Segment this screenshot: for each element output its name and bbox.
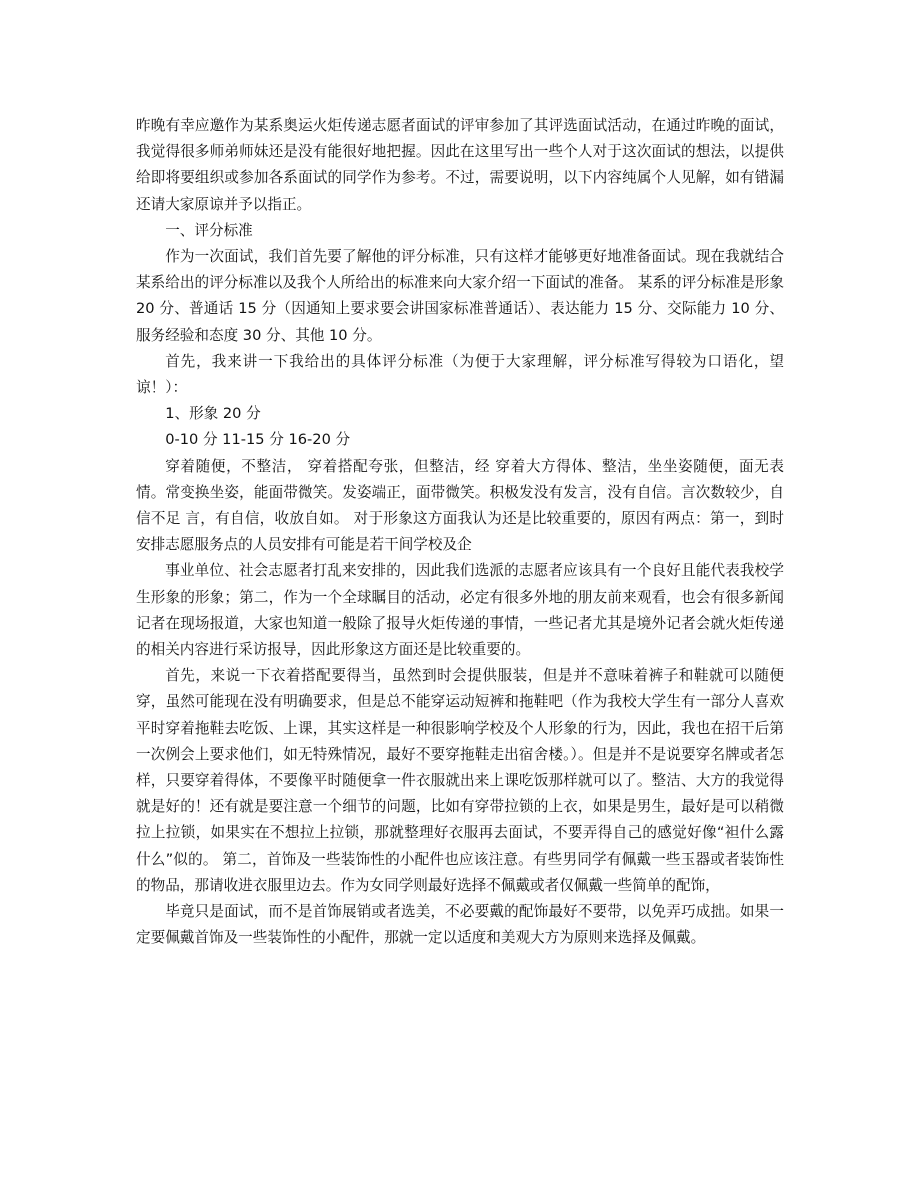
document-body (136, 113, 784, 952)
appearance-reason-paragraph: 事业单位、社会志愿者打乱来安排的，因此我们选派的志愿者应该具有一个良好且能代表我校学生形象的形象；第二，作为一个全球瞩目的活动，必定有很多外地的朋友前来观看，也会有很多新闻记者在现场报道，大家也知道一般除了报导火炬传递的事情，一些记者尤其是境外记者会就火炬传递的相关内容进行采访报导，因此形象这方面还是比较重要的。 (136, 562, 784, 659)
subheading-appearance: 1、形象 20 分 (165, 405, 261, 423)
intro-paragraph: 昨晚有幸应邀作为某系奥运火炬传递志愿者面试的评审参加了其评选面试活动，在通过昨晚的面试，我觉得很多师弟师妹还是没有能很好地把握。因此在这里写出一些个人对于这次面试的想法，以提供给即将要组织或参加各系面试的同学作为参考。不过，需要说明，以下内容纯属个人见解，如有错漏还请大家原谅并予以指正。 (136, 117, 784, 213)
appearance-criteria-paragraph: 穿着随便，不整洁， 穿着搭配夸张，但整洁，经 穿着大方得体、整洁，坐坐姿随便，面无表情。常变换坐姿，能面带微笑。发姿端正，面带微笑。积极发没有发言，没有自信。言次数较少，自信不足 言，有自信，收放自如。 对于形象这方面我认为还是比较重要的，原因有两点：第一，到时安排志愿服务点的人员安排有可能是若干间学校及企 (136, 457, 784, 554)
clothing-paragraph: 首先，来说一下衣着搭配要得当，虽然到时会提供服装，但是并不意味着裤子和鞋就可以随便穿，虽然可能现在没有明确要求，但是总不能穿运动短裤和拖鞋吧（作为我校大学生有一部分人喜欢平时穿着拖鞋去吃饭、上课，其实这样是一种很影响学校及个人形象的行为，因此，我也在招干后第一次例会上要求他们，如无特殊情况，最好不要穿拖鞋走出宿舍楼。）。但是并不是说要穿名牌或者怎样，只要穿着得体，不要像平时随便拿一件衣服就出来上课吃饭那样就可以了。整洁、大方的我觉得就是好的！还有就是要注意一个细节的问题，比如有穿带拉锁的上衣，如果是男生，最好是可以稍微拉上拉锁，如果实在不想拉上拉锁，那就整理好衣服再去面试，不要弄得自己的感觉好像“袒什么露什么”似的。 第二，首饰及一些装饰性的小配件也应该注意。有些男同学有佩戴一些玉器或者装饰性的物品，那请收进衣服里边去。作为女同学则最好选择不佩戴或者仅佩戴一些简单的配饰， (136, 667, 784, 894)
accessories-paragraph: 毕竟只是面试，而不是首饰展销或者选美，不必要戴的配饰最好不要带，以免弄巧成拙。如果一定要佩戴首饰及一些装饰性的小配件，那就一定以适度和美观大方为原则来选择及佩戴。 (136, 903, 784, 947)
detailed-standard-intro: 首先，我来讲一下我给出的具体评分标准（为便于大家理解，评分标准写得较为口语化，望谅！）： (136, 352, 784, 397)
scoring-standard-paragraph: 作为一次面试，我们首先要了解他的评分标准，只有这样才能够更好地准备面试。现在我就结合某系给出的评分标准以及我个人所给出的标准来向大家介绍一下面试的准备。 某系的评分标准是形象 20 分、普通话 15 分（因通知上要求要会讲国家标准普通话）、表达能力 15 分、交际能力 10 分、服务经验和态度 30 分、其他 10 分。 (136, 248, 784, 344)
section-heading-scoring: 一、评分标准 (165, 221, 253, 239)
score-ranges: 0-10 分 11-15 分 16-20 分 (165, 431, 351, 449)
